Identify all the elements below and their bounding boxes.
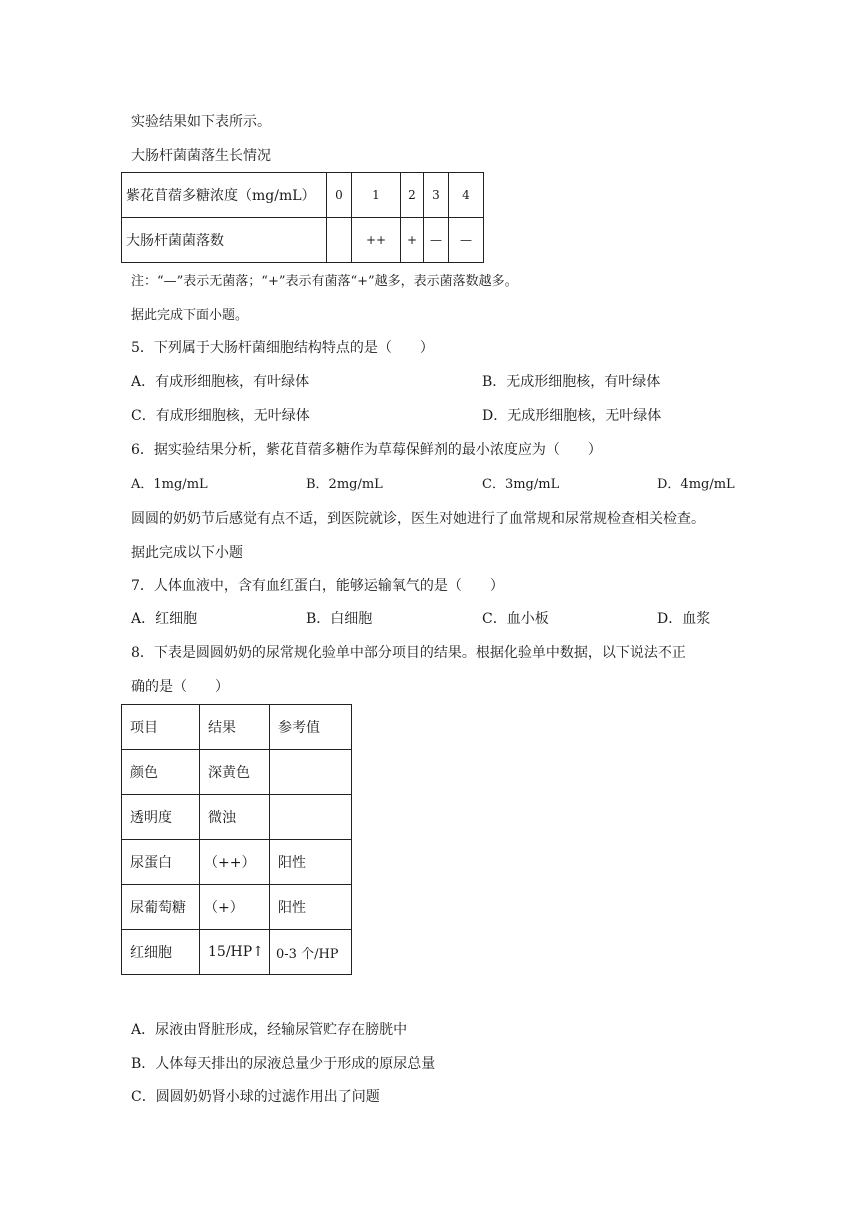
table-cell: 颜色 [122, 750, 200, 795]
table-cell: 微浊 [200, 795, 270, 840]
q5-option-b: B．无成形细胞核，有叶绿体 [482, 374, 661, 390]
colony-table [121, 172, 484, 263]
table-row [122, 930, 352, 975]
header-cell: 参考值 [270, 705, 352, 750]
table-cell: + [401, 218, 424, 263]
table-cell: 0 [327, 173, 352, 218]
table-cell: 阳性 [270, 885, 352, 930]
table-cell: 透明度 [122, 795, 200, 840]
table-row [122, 795, 352, 840]
table-row [122, 885, 352, 930]
q8-option-a: A．尿液由肾脏形成，经输尿管贮存在膀胱中 [131, 1022, 408, 1038]
table-title: 大肠杆菌菌落生长情况 [131, 148, 271, 164]
table-cell: 尿葡萄糖 [122, 885, 200, 930]
table-row [122, 173, 484, 218]
question-8-stem: 8．下表是圆圆奶奶的尿常规化验单中部分项目的结果。根据化验单中数据，以下说法不正 [131, 645, 686, 661]
table-cell: 尿蛋白 [122, 840, 200, 885]
q5-option-c: C．有成形细胞核，无叶绿体 [131, 408, 310, 424]
header-cell: 项目 [122, 705, 200, 750]
instruction: 据此完成以下小题 [131, 545, 243, 561]
header-cell: 结果 [200, 705, 270, 750]
q5-option-d: D．无成形细胞核，无叶绿体 [482, 408, 662, 424]
question-8-stem-cont: 确的是（ ） [131, 679, 229, 695]
q8-option-b: B．人体每天排出的尿液总量少于形成的原尿总量 [131, 1056, 436, 1072]
table-cell [270, 795, 352, 840]
table-cell: 1 [352, 173, 401, 218]
table-cell: ++ [352, 218, 401, 263]
table-cell [270, 750, 352, 795]
table-cell: 深黄色 [200, 750, 270, 795]
colony-count-label: 大肠杆菌菌落数 [122, 218, 327, 263]
table-row [122, 218, 484, 263]
q7-option-a: A．红细胞 [131, 611, 198, 627]
table-header-row [122, 705, 352, 750]
table-cell: 红细胞 [122, 930, 200, 975]
q6-option-c: C．3mg/mL [482, 477, 560, 492]
passage: 圆圆的奶奶节后感觉有点不适，到医院就诊，医生对她进行了血常规和尿常规检查相关检查。 [131, 511, 705, 527]
table-cell: 15/HP↑ [200, 930, 270, 975]
table-cell: 3 [424, 173, 449, 218]
table-cell: （++） [200, 840, 270, 885]
table-row [122, 750, 352, 795]
q7-option-b: B．白细胞 [306, 611, 373, 627]
question-7-stem: 7．人体血液中，含有血红蛋白，能够运输氧气的是（ ） [131, 578, 504, 594]
q8-option-c: C．圆圆奶奶肾小球的过滤作用出了问题 [131, 1089, 380, 1105]
question-5-stem: 5．下列属于大肠杆菌细胞结构特点的是（ ） [131, 340, 434, 356]
table-cell: 阳性 [270, 840, 352, 885]
table-row [122, 840, 352, 885]
instruction: 据此完成下面小题。 [131, 308, 249, 323]
concentration-label: 紫花苜蓿多糖浓度（mg/mL） [122, 173, 327, 218]
q5-option-a: A．有成形细胞核，有叶绿体 [131, 374, 310, 390]
q6-option-b: B．2mg/mL [306, 477, 383, 492]
table-cell: 4 [449, 173, 484, 218]
results-intro: 实验结果如下表所示。 [131, 114, 271, 130]
question-6-stem: 6．据实验结果分析，紫花苜蓿多糖作为草莓保鲜剂的最小浓度应为（ ） [131, 442, 602, 458]
urine-test-table [121, 704, 352, 975]
table-cell: — [424, 218, 449, 263]
q6-option-a: A．1mg/mL [131, 477, 208, 492]
table-note: 注：“—”表示无菌落；“+”表示有菌落“+”越多，表示菌落数越多。 [131, 274, 518, 289]
q7-option-c: C．血小板 [482, 611, 549, 627]
q7-option-d: D．血浆 [657, 611, 711, 627]
table-cell: （+） [200, 885, 270, 930]
table-cell [327, 218, 352, 263]
table-cell: 2 [401, 173, 424, 218]
table-cell: — [449, 218, 484, 263]
q6-option-d: D．4mg/mL [657, 477, 735, 492]
table-cell: 0-3 个/HP [270, 930, 352, 975]
